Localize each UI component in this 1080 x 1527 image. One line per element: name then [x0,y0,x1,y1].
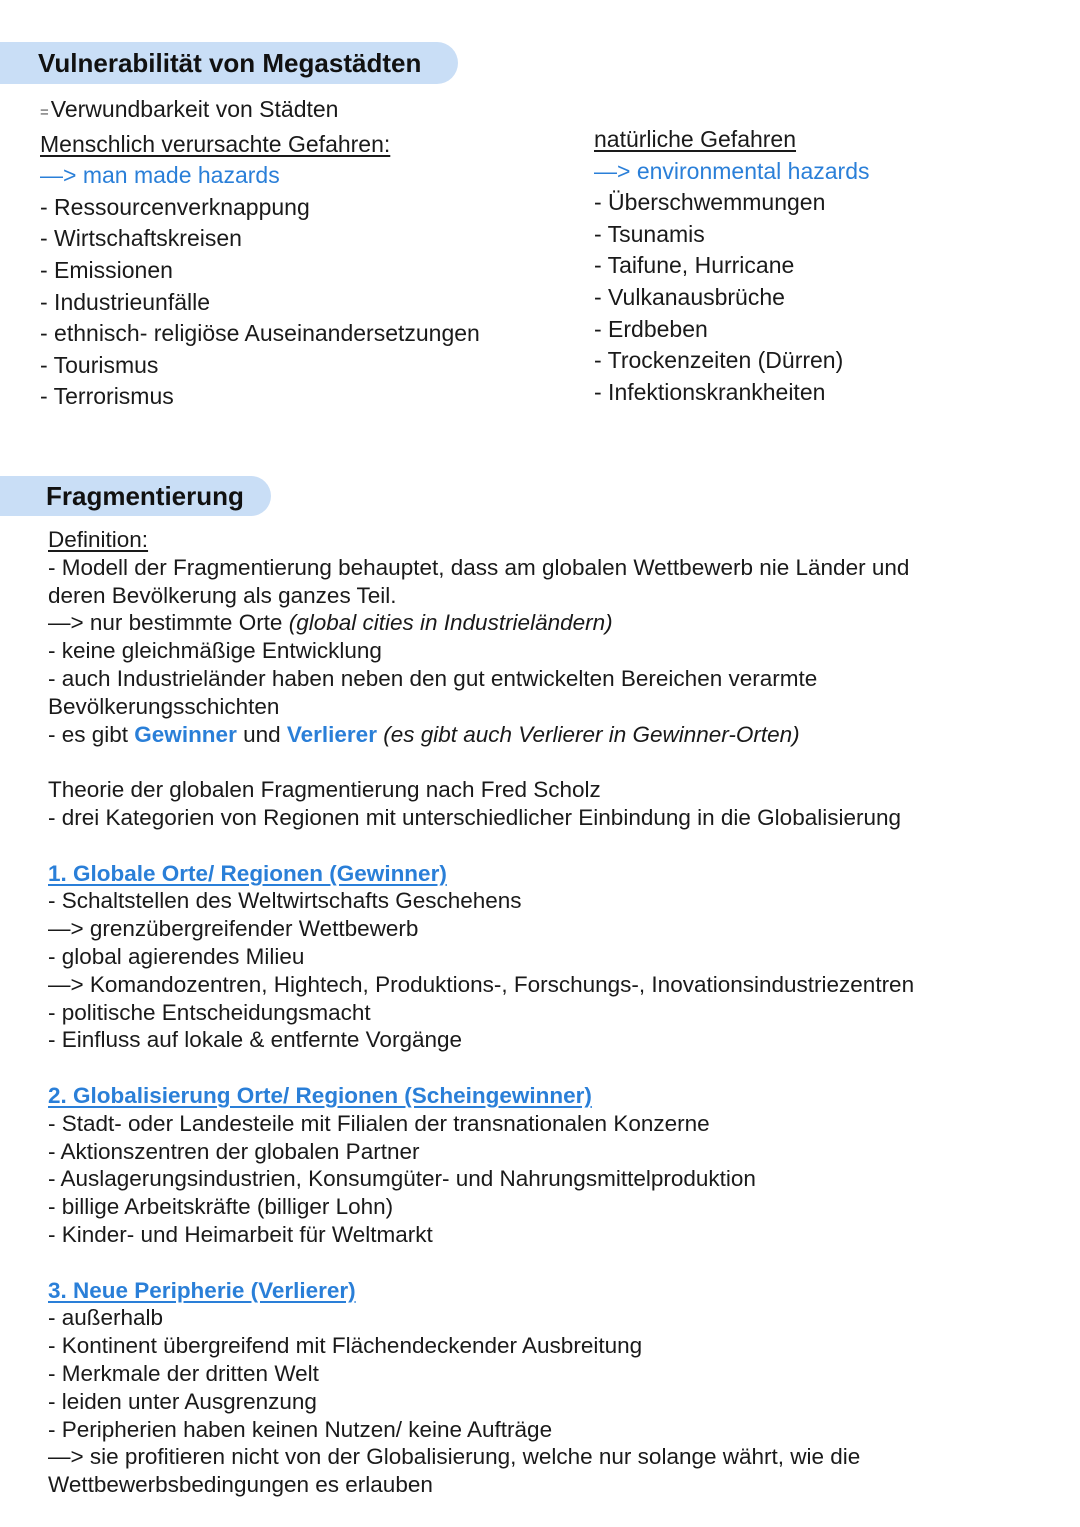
list-item: —> Komandozentren, Hightech, Produktions-, Forschungs-, Inovationsindustriezentren [48,971,915,997]
text-line: Bevölkerungsschichten [48,693,280,719]
section-title-text: Vulnerabilität von Megastädten [38,47,422,78]
section-title-vulnerability [0,42,458,84]
fragmentation-body [48,526,1058,1499]
man-made-hazards-column [40,94,480,413]
list-item: - Kontinent übergreifend mit Flächendeckender Ausbreitung [48,1333,643,1359]
list-item: - Stadt- oder Landesteile mit Filialen der transnationalen Konzerne [48,1110,710,1136]
list-item: - Peripherien haben keinen Nutzen/ keine Aufträge [48,1416,553,1442]
list-item: - Terrorismus [40,383,174,410]
theory-line: - drei Kategorien von Regionen mit unterschiedlicher Einbindung in die Globalisierung [48,804,902,830]
list-item: - Infektionskrankheiten [594,378,826,405]
verlierer-term: Verlierer [286,721,377,747]
list-item: - Wirtschaftskreisen [40,225,242,252]
subtitle: Verwundbarkeit von Städten [50,96,339,122]
list-item: - politische Entscheidungsmacht [48,999,371,1025]
right-english: —> environmental hazards [594,157,870,184]
list-item: - Auslagerungsindustrien, Konsumgüter- und Nahrungsmittelproduktion [48,1166,756,1192]
list-item: - Erdbeben [594,315,708,342]
list-item: - Vulkanausbrüche [594,283,785,310]
list-item: - Merkmale der dritten Welt [48,1360,319,1386]
equals-sign: = [40,104,49,121]
category-heading-1[interactable]: 1. Globale Orte/ Regionen (Gewinner) [48,860,447,886]
list-item: - Trockenzeiten (Dürren) [594,347,844,374]
list-item: - billige Arbeitskräfte (billiger Lohn) [48,1194,394,1220]
list-item: - leiden unter Ausgrenzung [48,1388,317,1414]
text-line: - keine gleichmäßige Entwicklung [48,638,382,664]
list-item: - Taifune, Hurricane [594,252,795,279]
list-item: - Einfluss auf lokale & entfernte Vorgänge [48,1027,463,1053]
list-item: - Überschwemmungen [594,189,826,216]
text-line [48,609,1058,637]
natural-hazards-column [594,124,870,408]
list-item: - global agierendes Milieu [48,943,305,969]
left-heading: Menschlich verursachte Gefahren: [40,130,391,157]
category-heading-3[interactable]: 3. Neue Peripherie (Verlierer) [48,1277,356,1303]
list-item: - Tourismus [40,351,159,378]
list-item: —> sie profitieren nicht von der Globalisierung, welche nur solange währt, wie die [48,1444,861,1470]
arrow-line-italic: (global cities in Industrieländern) [288,610,613,636]
winners-italic-note: (es gibt auch Verlierer in Gewinner-Orten) [376,721,800,747]
list-item: - Kinder- und Heimarbeit für Weltmarkt [48,1221,433,1247]
left-english: —> man made hazards [40,162,280,189]
section-title-fragmentation [0,476,271,516]
text-line: - Modell der Fragmentierung behauptet, dass am globalen Wettbewerb nie Länder und [48,554,910,580]
gewinner-term: Gewinner [134,721,237,747]
list-item: - ethnisch- religiöse Auseinandersetzungen [40,320,480,347]
winners-losers-line [48,721,1058,749]
list-item: - Emissionen [40,256,173,283]
list-item: - Ressourcenverknappung [40,193,310,220]
theory-line: Theorie der globalen Fragmentierung nach Fred Scholz [48,777,601,803]
right-heading: natürliche Gefahren [594,126,797,152]
definition-label: Definition: [48,527,149,552]
arrow-line-text: —> nur bestimmte Orte [48,610,289,636]
text-span: - es gibt [48,721,135,747]
subtitle-line [40,94,480,129]
list-item: - außerhalb [48,1305,164,1331]
list-item: - Aktionszentren der globalen Partner [48,1138,420,1164]
list-item: Wettbewerbsbedingungen es erlauben [48,1472,433,1498]
list-item: - Industrieunfälle [40,288,211,315]
text-span: und [236,721,287,747]
list-item: —> grenzübergreifender Wettbewerb [48,916,419,942]
section-title-text: Fragmentierung [46,480,244,511]
text-line: - auch Industrieländer haben neben den gut entwickelten Bereichen verarmte [48,665,818,691]
category-heading-2[interactable]: 2. Globalisierung Orte/ Regionen (Scheingewinner) [48,1082,592,1108]
list-item: - Tsunamis [594,220,705,247]
text-line: deren Bevölkerung als ganzes Teil. [48,582,397,608]
list-item: - Schaltstellen des Weltwirtschafts Geschehens [48,888,522,914]
